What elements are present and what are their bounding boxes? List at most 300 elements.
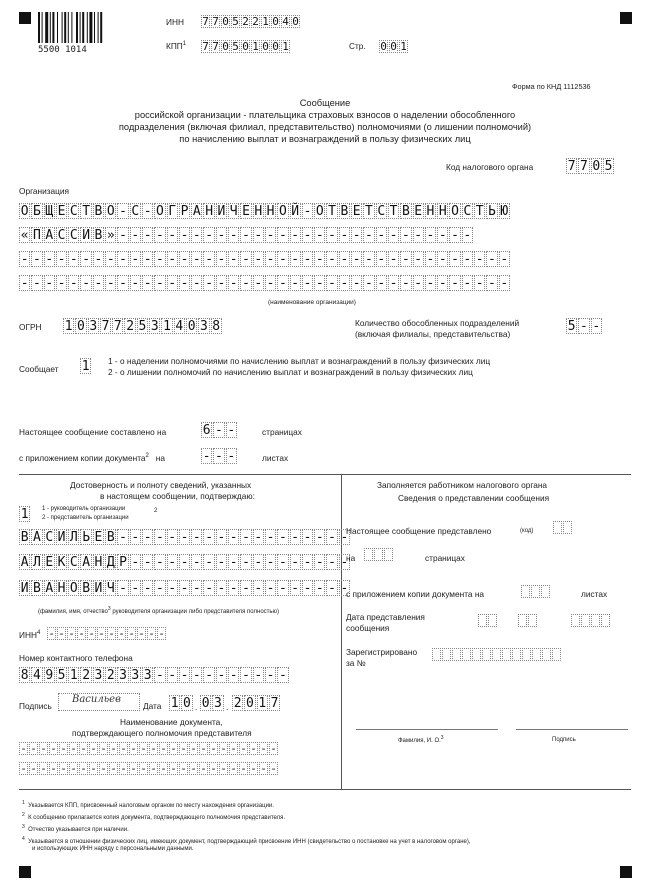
form-cell: Е xyxy=(242,204,250,219)
form-cell: - xyxy=(401,276,410,291)
patronymic-field[interactable] xyxy=(19,580,351,596)
person-inn-label-text: ИНН xyxy=(19,630,37,640)
form-cell: - xyxy=(130,762,137,775)
form-cell: - xyxy=(227,449,236,464)
office-sheets-unit: листах xyxy=(581,589,608,599)
form-cell: 6 xyxy=(202,423,211,438)
doc-row-2[interactable] xyxy=(19,762,279,775)
form-cell: - xyxy=(20,762,27,775)
form-cell: 8 xyxy=(212,319,221,334)
form-cell: Т xyxy=(389,204,398,219)
form-cell: - xyxy=(143,252,152,267)
form-cell: - xyxy=(254,276,263,291)
form-cell: - xyxy=(414,252,423,267)
form-cell: - xyxy=(110,742,117,755)
form-cell: - xyxy=(148,627,155,640)
office-code-field[interactable] xyxy=(553,521,573,534)
form-cell: - xyxy=(131,228,140,243)
office-attach-field[interactable] xyxy=(521,585,551,598)
form-cell: - xyxy=(242,276,250,291)
form-cell: - xyxy=(229,530,238,545)
form-cell xyxy=(512,648,521,661)
form-cell: - xyxy=(229,581,238,596)
date-day-field[interactable] xyxy=(169,695,194,711)
form-cell: 7 xyxy=(101,319,110,334)
form-cell: - xyxy=(389,228,398,243)
form-cell: В xyxy=(94,228,103,243)
fio-caption-sup: 3 xyxy=(107,606,111,612)
form-cell: - xyxy=(190,742,197,755)
form-cell: - xyxy=(168,668,177,683)
branches-label-2: (включая филиалы, представительства) xyxy=(355,329,511,339)
form-cell: - xyxy=(30,762,37,775)
surname-field[interactable] xyxy=(19,529,351,545)
form-cell: Е xyxy=(414,204,423,219)
form-cell: 5 xyxy=(232,40,239,53)
form-cell: - xyxy=(266,555,275,570)
form-cell: - xyxy=(80,762,87,775)
barcode-number: 5500 1014 xyxy=(38,45,87,55)
form-cell: С xyxy=(69,555,78,570)
person-inn-sup: 4 xyxy=(36,630,41,637)
footnote-text: Отчество указывается при наличии. xyxy=(28,827,129,833)
form-cell: - xyxy=(192,276,201,291)
office-fio-text: Фамилия, И. О. xyxy=(398,738,441,744)
form-cell: Е xyxy=(57,204,66,219)
form-cell: - xyxy=(266,276,275,291)
form-cell: - xyxy=(20,252,29,267)
form-cell: Ь xyxy=(488,204,496,219)
form-cell: - xyxy=(180,530,189,545)
form-cell: - xyxy=(57,252,66,267)
form-cell: - xyxy=(150,762,157,775)
form-cell: - xyxy=(94,252,103,267)
form-cell: А xyxy=(45,581,54,596)
pages-label: Настоящее сообщение составлено на xyxy=(19,427,167,437)
form-cell: - xyxy=(106,276,115,291)
form-cell: 5 xyxy=(232,15,239,28)
form-cell: О xyxy=(156,204,164,219)
branches-field[interactable] xyxy=(566,318,603,334)
form-cell: О xyxy=(69,581,78,596)
form-cell: - xyxy=(160,762,167,775)
form-cell xyxy=(571,614,580,627)
form-cell: О xyxy=(20,204,29,219)
form-cell: - xyxy=(119,530,127,545)
footnote xyxy=(22,800,612,812)
form-cell: - xyxy=(210,762,217,775)
form-cell xyxy=(601,614,610,627)
office-fio-line xyxy=(356,729,498,730)
ogrn-field[interactable] xyxy=(63,318,223,334)
pages-field[interactable] xyxy=(201,422,238,438)
form-cell: - xyxy=(414,276,423,291)
form-cell: - xyxy=(180,668,189,683)
confirmer-option-1: 1 - руководитель организации xyxy=(42,506,126,512)
form-cell: И xyxy=(82,228,91,243)
form-cell: 0 xyxy=(390,40,397,53)
form-cell: - xyxy=(98,627,105,640)
form-cell: 0 xyxy=(246,696,254,711)
office-head-1: Заполняется работником налогового органа xyxy=(377,480,548,490)
form-cell: 0 xyxy=(262,40,269,53)
form-cell: - xyxy=(278,581,287,596)
form-cell: - xyxy=(180,762,187,775)
confirmer-field[interactable] xyxy=(19,506,31,522)
title-line-4: по начислению выплат и вознаграждений в пользу физических лиц xyxy=(179,134,471,144)
form-cell: - xyxy=(205,555,214,570)
form-cell: 3 xyxy=(143,668,152,683)
form-cell: - xyxy=(315,228,324,243)
form-cell xyxy=(521,585,530,598)
form-cell: - xyxy=(291,228,300,243)
organization-row-3[interactable] xyxy=(19,251,511,267)
form-cell: - xyxy=(377,228,386,243)
form-cell: - xyxy=(303,228,312,243)
form-cell: - xyxy=(140,762,147,775)
form-cell: С xyxy=(57,228,66,243)
form-cell: К xyxy=(57,555,66,570)
form-cell: 1 xyxy=(170,696,179,711)
office-date-month[interactable] xyxy=(518,614,538,627)
form-cell: О xyxy=(278,204,287,219)
form-cell: - xyxy=(230,762,237,775)
form-cell: - xyxy=(303,276,312,291)
footnote xyxy=(22,824,612,836)
form-cell: - xyxy=(60,762,67,775)
form-cell: - xyxy=(119,228,127,243)
form-cell: 0 xyxy=(222,40,229,53)
title-line-3: подразделения (включая филиал, представительство) полномочиями (о лишении полномочий) xyxy=(118,122,532,132)
form-cell: Е xyxy=(352,204,361,219)
form-cell: - xyxy=(110,762,117,775)
form-cell: - xyxy=(260,742,267,755)
form-cell: - xyxy=(217,581,226,596)
form-cell: - xyxy=(463,228,472,243)
form-cell: - xyxy=(291,581,300,596)
form-cell: - xyxy=(242,228,250,243)
form-cell xyxy=(462,648,471,661)
form-cell: - xyxy=(68,627,75,640)
form-cell: - xyxy=(463,252,472,267)
footnote-text: и использующих ИНН наряду с персональными данными. xyxy=(32,846,194,852)
footnote-number: 1 xyxy=(22,800,25,806)
form-cell: - xyxy=(291,555,300,570)
form-cell: - xyxy=(170,742,177,755)
form-cell: Ю xyxy=(500,204,509,219)
form-cell xyxy=(452,648,461,661)
form-cell: 0 xyxy=(272,15,279,28)
form-cell: - xyxy=(278,252,287,267)
form-cell: - xyxy=(60,742,67,755)
form-cell: - xyxy=(131,555,140,570)
organization-row-1[interactable] xyxy=(19,203,511,219)
form-cell xyxy=(532,648,541,661)
form-cell: В xyxy=(33,581,41,596)
form-cell: - xyxy=(365,276,373,291)
form-cell: - xyxy=(131,581,140,596)
form-cell: Г xyxy=(168,204,177,219)
form-cell: - xyxy=(100,762,107,775)
form-cell: - xyxy=(192,581,201,596)
form-cell: - xyxy=(205,228,214,243)
form-cell: 2 xyxy=(106,668,115,683)
form-cell: - xyxy=(143,581,152,596)
form-cell: - xyxy=(266,252,275,267)
form-cell: - xyxy=(180,742,187,755)
form-cell: 1 xyxy=(163,319,171,334)
form-cell: - xyxy=(192,252,201,267)
form-cell: - xyxy=(120,742,127,755)
form-cell: С xyxy=(45,530,54,545)
form-cell: С xyxy=(377,204,386,219)
form-cell: - xyxy=(156,276,164,291)
form-cell: А xyxy=(20,555,29,570)
inn-field[interactable] xyxy=(201,15,301,28)
form-cell: 4 xyxy=(33,668,41,683)
form-cell: Н xyxy=(57,581,66,596)
office-head-2: Сведения о представлении сообщения xyxy=(398,493,550,503)
form-cell: - xyxy=(451,252,459,267)
form-cell: 2 xyxy=(126,319,135,334)
ogrn-label: ОГРН xyxy=(19,322,42,332)
form-cell: - xyxy=(143,204,152,219)
form-cell: - xyxy=(45,252,54,267)
kpp-sup: 1 xyxy=(182,41,187,48)
date-year-field[interactable] xyxy=(232,695,281,711)
form-cell: - xyxy=(48,627,55,640)
office-code-label: (код) xyxy=(520,528,534,534)
attach-field[interactable] xyxy=(201,448,238,464)
form-cell: - xyxy=(315,530,324,545)
form-cell: - xyxy=(328,276,336,291)
form-cell: - xyxy=(160,742,167,755)
form-cell: - xyxy=(217,530,226,545)
form-cell xyxy=(563,521,572,534)
doc-row-1[interactable] xyxy=(19,742,279,755)
doc-label-1: Наименование документа, xyxy=(120,717,223,727)
form-cell: 8 xyxy=(20,668,29,683)
form-cell: 0 xyxy=(380,40,387,53)
form-cell: - xyxy=(69,252,78,267)
office-presented-label: Настоящее сообщение представлено xyxy=(346,526,492,536)
date-month-field[interactable] xyxy=(200,695,225,711)
form-cell: - xyxy=(352,252,361,267)
form-cell: - xyxy=(192,555,201,570)
form-cell: - xyxy=(205,581,214,596)
date-dot-2: . xyxy=(226,702,229,712)
form-cell: - xyxy=(278,276,287,291)
form-cell xyxy=(528,614,537,627)
document-title xyxy=(0,97,650,145)
form-cell: - xyxy=(119,252,127,267)
form-cell: - xyxy=(254,530,263,545)
reports-field[interactable] xyxy=(80,358,92,374)
form-cell: - xyxy=(220,762,227,775)
form-cell: - xyxy=(352,228,361,243)
form-cell: А xyxy=(192,204,201,219)
fio-caption-text: (фамилия, имя, отчество xyxy=(38,609,108,615)
kpp-field[interactable] xyxy=(201,40,291,53)
form-cell: С xyxy=(69,228,78,243)
form-cell: - xyxy=(254,668,263,683)
name-field[interactable] xyxy=(19,554,351,570)
form-cell: - xyxy=(340,276,349,291)
form-cell: - xyxy=(242,581,250,596)
form-cell: - xyxy=(291,276,300,291)
form-cell: - xyxy=(217,276,226,291)
form-cell: - xyxy=(266,668,275,683)
form-cell: - xyxy=(156,228,164,243)
form-cell: - xyxy=(315,581,324,596)
form-cell: - xyxy=(352,276,361,291)
form-cell: - xyxy=(156,530,164,545)
form-cell: Т xyxy=(365,204,373,219)
form-cell: Щ xyxy=(45,204,54,219)
form-cell: - xyxy=(229,276,238,291)
form-cell: - xyxy=(156,581,164,596)
form-cell: О xyxy=(451,204,459,219)
corner-mark-top-left xyxy=(19,12,31,24)
form-cell: - xyxy=(58,627,65,640)
form-cell: 1 xyxy=(81,359,90,374)
office-date-label-2: сообщения xyxy=(346,623,390,633)
form-cell: - xyxy=(80,742,87,755)
form-cell xyxy=(482,648,491,661)
form-cell: 0 xyxy=(77,319,85,334)
form-cell xyxy=(472,648,481,661)
form-cell: 1 xyxy=(20,507,29,522)
form-cell xyxy=(488,614,497,627)
form-cell: - xyxy=(229,252,238,267)
form-cell: - xyxy=(592,319,601,334)
form-cell xyxy=(502,648,511,661)
office-reg-label-1: Зарегистрировано xyxy=(346,647,418,657)
form-cell: - xyxy=(131,530,140,545)
form-cell: - xyxy=(143,276,152,291)
footnote xyxy=(22,812,612,824)
form-cell: - xyxy=(451,228,459,243)
office-pages-unit: страницах xyxy=(425,553,465,563)
form-cell: - xyxy=(270,742,277,755)
office-date-day[interactable] xyxy=(478,614,498,627)
reports-label: Сообщает xyxy=(19,364,59,374)
form-cell: - xyxy=(580,319,588,334)
form-cell xyxy=(553,521,562,534)
form-cell: - xyxy=(138,627,145,640)
form-cell: 7 xyxy=(202,15,209,28)
signature: Васильев xyxy=(72,694,121,705)
form-cell: - xyxy=(240,762,247,775)
reports-option-1: 1 - о наделении полномочиями по начислению выплат и вознаграждений в пользу физических лиц xyxy=(108,356,491,366)
form-cell: - xyxy=(250,742,257,755)
office-on-label: на xyxy=(346,553,356,563)
form-cell: - xyxy=(90,762,97,775)
form-cell: А xyxy=(33,530,41,545)
form-cell: - xyxy=(254,252,263,267)
form-cell: - xyxy=(210,742,217,755)
form-cell: 0 xyxy=(187,319,196,334)
form-cell: - xyxy=(377,276,386,291)
form-cell: - xyxy=(426,228,435,243)
form-cell: - xyxy=(143,530,152,545)
form-cell: - xyxy=(50,742,57,755)
form-cell: И xyxy=(217,204,226,219)
form-cell xyxy=(478,614,487,627)
form-cell: - xyxy=(463,276,472,291)
form-cell: - xyxy=(303,204,312,219)
form-cell: В xyxy=(340,204,349,219)
form-cell: Н xyxy=(266,204,275,219)
form-cell: - xyxy=(328,530,336,545)
form-cell: 1 xyxy=(262,15,269,28)
form-cell: - xyxy=(270,762,277,775)
person-inn-field[interactable] xyxy=(47,627,167,640)
office-reg-field[interactable] xyxy=(432,648,562,661)
form-cell: - xyxy=(82,276,91,291)
pages-unit: страницах xyxy=(262,427,302,437)
form-cell: - xyxy=(180,555,189,570)
form-cell: - xyxy=(119,276,127,291)
form-cell: - xyxy=(108,627,115,640)
form-cell xyxy=(432,648,441,661)
phone-field[interactable] xyxy=(19,667,290,683)
form-cell: 0 xyxy=(201,696,210,711)
form-cell: - xyxy=(266,581,275,596)
form-cell: В xyxy=(401,204,410,219)
tax-authority-field[interactable] xyxy=(566,158,615,174)
footnotes xyxy=(22,800,612,856)
form-cell: 0 xyxy=(292,15,299,28)
form-cell: - xyxy=(328,581,336,596)
form-cell: - xyxy=(401,228,410,243)
office-pages-field[interactable] xyxy=(364,548,394,561)
kpp-label-text: КПП xyxy=(166,41,183,51)
footnote-number: 2 xyxy=(22,812,25,818)
form-cell: 9 xyxy=(45,668,54,683)
form-cell: 0 xyxy=(272,40,279,53)
page-field[interactable] xyxy=(379,40,409,53)
office-sign-line xyxy=(516,729,628,730)
date-label: Дата xyxy=(143,701,162,711)
form-cell: - xyxy=(30,742,37,755)
organization-row-2[interactable] xyxy=(19,227,474,243)
corner-mark-bottom-right xyxy=(620,866,632,878)
organization-row-4[interactable] xyxy=(19,275,511,291)
form-cell: - xyxy=(168,276,177,291)
form-cell: И xyxy=(20,581,29,596)
form-cell: - xyxy=(291,252,300,267)
form-cell: - xyxy=(340,252,349,267)
form-cell: 4 xyxy=(282,15,289,28)
form-cell: - xyxy=(180,228,189,243)
form-cell: - xyxy=(88,627,95,640)
confirmer-sup: 2 xyxy=(154,508,158,514)
form-cell xyxy=(531,585,540,598)
fio-caption-text-2: руководителя организации либо представителя полностью) xyxy=(112,609,280,615)
form-cell: - xyxy=(254,555,263,570)
form-cell: С xyxy=(69,204,78,219)
form-cell: - xyxy=(143,228,152,243)
office-date-year[interactable] xyxy=(571,614,611,627)
form-cell: - xyxy=(20,742,27,755)
form-cell: - xyxy=(401,252,410,267)
form-cell: - xyxy=(120,762,127,775)
form-cell: - xyxy=(150,742,157,755)
form-cell xyxy=(442,648,451,661)
form-cell: 5 xyxy=(138,319,147,334)
form-cell: 3 xyxy=(89,319,98,334)
